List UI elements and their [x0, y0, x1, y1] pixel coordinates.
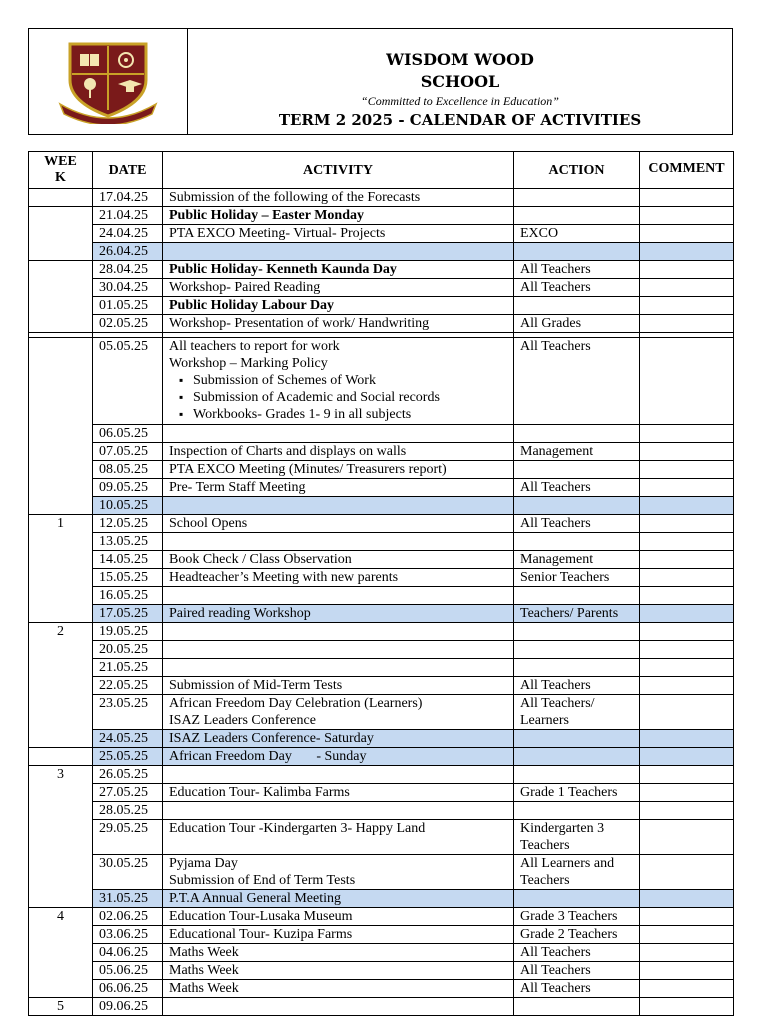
- activity-text: Inspection of Charts and displays on walls: [169, 444, 407, 459]
- activity-cell: [163, 766, 514, 784]
- activity-bullet: ▪ Submission of Academic and Social records: [179, 389, 507, 406]
- date-cell: 21.04.25: [93, 207, 163, 225]
- activity-text: Paired reading Workshop: [169, 606, 311, 621]
- comment-cell: [640, 890, 734, 908]
- table-row: [29, 279, 734, 297]
- table-row: [29, 443, 734, 461]
- activity-cell: [163, 908, 514, 926]
- comment-cell: [640, 980, 734, 998]
- table-row: [29, 677, 734, 695]
- action-cell: Senior Teachers: [514, 569, 640, 587]
- week-number: [29, 338, 93, 515]
- comment-cell: [640, 605, 734, 623]
- action-cell: All Teachers: [514, 677, 640, 695]
- activity-cell: [163, 515, 514, 533]
- activity-cell: [163, 623, 514, 641]
- activity-cell: [163, 962, 514, 980]
- comment-cell: [640, 659, 734, 677]
- comment-cell: [640, 279, 734, 297]
- date-cell: 16.05.25: [93, 587, 163, 605]
- activity-text: Public Holiday Labour Day: [169, 298, 335, 313]
- activity-text: Pyjama Day: [169, 856, 238, 871]
- activity-text: P.T.A Annual General Meeting: [169, 891, 341, 906]
- date-cell: 30.05.25: [93, 855, 163, 890]
- school-crest-icon: [56, 40, 160, 124]
- activity-text: Education Tour-Lusaka Museum: [169, 909, 353, 924]
- comment-cell: [640, 261, 734, 279]
- week-number: [29, 207, 93, 261]
- comment-cell: [640, 623, 734, 641]
- activity-text: Pre- Term Staff Meeting: [169, 480, 306, 495]
- title-cell: [188, 29, 732, 134]
- comment-cell: [640, 641, 734, 659]
- table-row: [29, 207, 734, 225]
- table-row: [29, 587, 734, 605]
- activity-text: African Freedom Day - Sunday: [169, 749, 367, 764]
- date-cell: 02.06.25: [93, 908, 163, 926]
- table-row: [29, 533, 734, 551]
- date-cell: 23.05.25: [93, 695, 163, 730]
- activity-text: Headteacher’s Meeting with new parents: [169, 570, 399, 585]
- date-cell: 17.04.25: [93, 189, 163, 207]
- week-number: 5: [29, 998, 93, 1016]
- activity-cell: [163, 461, 514, 479]
- date-cell: 26.05.25: [93, 766, 163, 784]
- date-cell: 20.05.25: [93, 641, 163, 659]
- comment-cell: [640, 748, 734, 766]
- activity-text-line2: ISAZ Leaders Conference: [169, 713, 316, 728]
- table-row: [29, 551, 734, 569]
- activity-cell: [163, 225, 514, 243]
- date-cell: 28.04.25: [93, 261, 163, 279]
- table-header-row: [29, 152, 734, 189]
- activity-header: ACTIVITY: [163, 152, 514, 189]
- table-row: [29, 730, 734, 748]
- date-cell: 26.04.25: [93, 243, 163, 261]
- action-cell: Grade 2 Teachers: [514, 926, 640, 944]
- table-row: [29, 890, 734, 908]
- activity-text: Public Holiday – Easter Monday: [169, 208, 364, 223]
- comment-cell: [640, 243, 734, 261]
- school-name-line1: WISDOM WOOD: [386, 50, 534, 69]
- action-cell: [514, 425, 640, 443]
- table-row: [29, 461, 734, 479]
- action-cell: All Teachers: [514, 279, 640, 297]
- activity-cell: [163, 479, 514, 497]
- action-cell: [514, 243, 640, 261]
- action-cell: [514, 587, 640, 605]
- activity-text: Submission of Mid-Term Tests: [169, 678, 343, 693]
- action-cell: [514, 802, 640, 820]
- date-cell: 25.05.25: [93, 748, 163, 766]
- comment-cell: [640, 338, 734, 425]
- activity-cell: [163, 730, 514, 748]
- action-cell: [514, 623, 640, 641]
- date-cell: 12.05.25: [93, 515, 163, 533]
- date-cell: 09.05.25: [93, 479, 163, 497]
- table-row: [29, 623, 734, 641]
- table-row: [29, 784, 734, 802]
- comment-cell: [640, 962, 734, 980]
- date-cell: 06.05.25: [93, 425, 163, 443]
- comment-cell: [640, 551, 734, 569]
- comment-cell: [640, 443, 734, 461]
- activity-cell: [163, 533, 514, 551]
- action-cell: All Teachers: [514, 515, 640, 533]
- table-row: [29, 515, 734, 533]
- activity-text-line2: Submission of End of Term Tests: [169, 873, 356, 888]
- comment-cell: [640, 695, 734, 730]
- comment-cell: [640, 533, 734, 551]
- date-cell: 05.05.25: [93, 338, 163, 425]
- date-cell: 02.05.25: [93, 315, 163, 333]
- comment-cell: [640, 569, 734, 587]
- activity-cell: [163, 261, 514, 279]
- comment-cell: [640, 944, 734, 962]
- action-cell: All Teachers/ Learners: [514, 695, 640, 730]
- table-row: [29, 605, 734, 623]
- comment-cell: [640, 189, 734, 207]
- action-cell: [514, 766, 640, 784]
- comment-cell: [640, 784, 734, 802]
- document-header: [28, 28, 733, 135]
- week-number: [29, 189, 93, 207]
- date-cell: 30.04.25: [93, 279, 163, 297]
- comment-cell: [640, 479, 734, 497]
- activity-text: Educational Tour- Kuzipa Farms: [169, 927, 353, 942]
- table-row: [29, 338, 734, 425]
- activity-cell: [163, 425, 514, 443]
- action-cell: All Teachers: [514, 479, 640, 497]
- comment-cell: [640, 855, 734, 890]
- action-cell: All Learners and Teachers: [514, 855, 640, 890]
- date-cell: 04.06.25: [93, 944, 163, 962]
- table-row: [29, 189, 734, 207]
- activity-cell: [163, 784, 514, 802]
- activity-cell: [163, 189, 514, 207]
- activity-cell: [163, 587, 514, 605]
- table-row: [29, 297, 734, 315]
- action-cell: All Grades: [514, 315, 640, 333]
- table-row: [29, 998, 734, 1016]
- action-cell: All Teachers: [514, 338, 640, 425]
- activity-bullet-list: [169, 372, 507, 423]
- date-cell: 27.05.25: [93, 784, 163, 802]
- activity-cell: [163, 998, 514, 1016]
- activity-text: Maths Week: [169, 981, 239, 996]
- activity-bullet: ▪ Workbooks- Grades 1- 9 in all subjects: [179, 406, 507, 423]
- week-number: 2: [29, 623, 93, 748]
- date-header: DATE: [93, 152, 163, 189]
- date-cell: 21.05.25: [93, 659, 163, 677]
- table-row: [29, 855, 734, 890]
- date-cell: 24.04.25: [93, 225, 163, 243]
- activity-cell: [163, 980, 514, 998]
- action-cell: [514, 890, 640, 908]
- activity-cell: [163, 443, 514, 461]
- action-cell: All Teachers: [514, 962, 640, 980]
- activity-cell: [163, 569, 514, 587]
- activity-text: Workshop- Paired Reading: [169, 280, 321, 295]
- activity-cell: [163, 926, 514, 944]
- activity-cell: [163, 748, 514, 766]
- activity-cell: [163, 315, 514, 333]
- activity-cell: [163, 677, 514, 695]
- action-cell: All Teachers: [514, 261, 640, 279]
- activity-text: Workshop- Presentation of work/ Handwriting: [169, 316, 430, 331]
- activity-text: Maths Week: [169, 945, 239, 960]
- table-row: [29, 479, 734, 497]
- action-cell: [514, 533, 640, 551]
- activity-cell: [163, 279, 514, 297]
- date-cell: 31.05.25: [93, 890, 163, 908]
- table-row: [29, 225, 734, 243]
- activity-text: African Freedom Day Celebration (Learners): [169, 696, 423, 711]
- activity-text: ISAZ Leaders Conference- Saturday: [169, 731, 374, 746]
- action-cell: Management: [514, 443, 640, 461]
- action-cell: Grade 1 Teachers: [514, 784, 640, 802]
- date-cell: 09.06.25: [93, 998, 163, 1016]
- comment-cell: [640, 225, 734, 243]
- table-row: [29, 944, 734, 962]
- action-cell: EXCO: [514, 225, 640, 243]
- week-number: 1: [29, 515, 93, 623]
- activity-cell: [163, 659, 514, 677]
- action-cell: [514, 207, 640, 225]
- action-cell: Kindergarten 3 Teachers: [514, 820, 640, 855]
- table-row: [29, 980, 734, 998]
- activity-text: Submission of the following of the Forecasts: [169, 190, 421, 205]
- activity-text: Education Tour -Kindergarten 3- Happy Land: [169, 821, 426, 836]
- activity-cell: [163, 890, 514, 908]
- week-number: 4: [29, 908, 93, 998]
- logo-cell: [29, 29, 188, 134]
- activity-text: Book Check / Class Observation: [169, 552, 352, 567]
- comment-cell: [640, 461, 734, 479]
- action-cell: [514, 748, 640, 766]
- action-cell: Management: [514, 551, 640, 569]
- date-cell: 03.06.25: [93, 926, 163, 944]
- activity-cell: [163, 243, 514, 261]
- action-cell: [514, 659, 640, 677]
- action-cell: [514, 297, 640, 315]
- comment-cell: [640, 998, 734, 1016]
- table-row: [29, 802, 734, 820]
- table-row: [29, 261, 734, 279]
- date-cell: 15.05.25: [93, 569, 163, 587]
- date-cell: 08.05.25: [93, 461, 163, 479]
- action-cell: [514, 189, 640, 207]
- comment-cell: [640, 766, 734, 784]
- activity-text: PTA EXCO Meeting- Virtual- Projects: [169, 226, 386, 241]
- date-cell: 13.05.25: [93, 533, 163, 551]
- activity-cell: [163, 695, 514, 730]
- action-cell: Grade 3 Teachers: [514, 908, 640, 926]
- table-row: [29, 820, 734, 855]
- table-row: [29, 497, 734, 515]
- date-cell: 28.05.25: [93, 802, 163, 820]
- date-cell: 19.05.25: [93, 623, 163, 641]
- activity-cell: [163, 497, 514, 515]
- calendar-table: [28, 151, 734, 1016]
- table-row: [29, 659, 734, 677]
- activity-cell: [163, 297, 514, 315]
- action-cell: All Teachers: [514, 980, 640, 998]
- activity-cell: [163, 641, 514, 659]
- action-cell: [514, 730, 640, 748]
- table-row: [29, 766, 734, 784]
- activity-cell: [163, 551, 514, 569]
- date-cell: 07.05.25: [93, 443, 163, 461]
- week-number: [29, 748, 93, 766]
- activity-text: Education Tour- Kalimba Farms: [169, 785, 350, 800]
- action-cell: [514, 497, 640, 515]
- action-header: ACTION: [514, 152, 640, 189]
- comment-cell: [640, 908, 734, 926]
- action-cell: [514, 998, 640, 1016]
- table-row: [29, 569, 734, 587]
- comment-cell: [640, 207, 734, 225]
- date-cell: 22.05.25: [93, 677, 163, 695]
- table-row: [29, 315, 734, 333]
- comment-cell: [640, 730, 734, 748]
- comment-cell: [640, 297, 734, 315]
- week-number: 3: [29, 766, 93, 908]
- activity-text: Public Holiday- Kenneth Kaunda Day: [169, 262, 397, 277]
- table-row: [29, 243, 734, 261]
- action-cell: Teachers/ Parents: [514, 605, 640, 623]
- comment-cell: [640, 677, 734, 695]
- activity-text: Maths Week: [169, 963, 239, 978]
- table-row: [29, 908, 734, 926]
- date-cell: 17.05.25: [93, 605, 163, 623]
- activity-text-line2: Workshop – Marking Policy: [169, 356, 328, 371]
- comment-cell: [640, 515, 734, 533]
- activity-cell: [163, 820, 514, 855]
- date-cell: 06.06.25: [93, 980, 163, 998]
- comment-cell: [640, 497, 734, 515]
- action-cell: [514, 461, 640, 479]
- table-row: [29, 425, 734, 443]
- activity-cell: [163, 802, 514, 820]
- week-header: WEE K: [29, 152, 93, 189]
- activity-bullet: ▪ Submission of Schemes of Work: [179, 372, 507, 389]
- comment-cell: [640, 926, 734, 944]
- activity-cell: [163, 338, 514, 425]
- action-cell: [514, 641, 640, 659]
- week-number: [29, 261, 93, 333]
- table-row: [29, 695, 734, 730]
- comment-cell: [640, 315, 734, 333]
- table-row: [29, 641, 734, 659]
- date-cell: 29.05.25: [93, 820, 163, 855]
- calendar-body: [29, 189, 734, 1016]
- activity-cell: [163, 605, 514, 623]
- activity-cell: [163, 944, 514, 962]
- table-row: [29, 748, 734, 766]
- comment-cell: [640, 820, 734, 855]
- table-row: [29, 962, 734, 980]
- school-motto: “Committed to Excellence in Education”: [361, 94, 559, 108]
- activity-text: All teachers to report for work: [169, 339, 340, 354]
- calendar-title: TERM 2 2025 - CALENDAR OF ACTIVITIES: [278, 111, 642, 129]
- activity-text: PTA EXCO Meeting (Minutes/ Treasurers report): [169, 462, 447, 477]
- action-cell: All Teachers: [514, 944, 640, 962]
- date-cell: 10.05.25: [93, 497, 163, 515]
- comment-cell: [640, 587, 734, 605]
- comment-cell: [640, 802, 734, 820]
- activity-cell: [163, 207, 514, 225]
- school-name-line2: SCHOOL: [420, 72, 500, 91]
- date-cell: 01.05.25: [93, 297, 163, 315]
- date-cell: 05.06.25: [93, 962, 163, 980]
- comment-cell: [640, 425, 734, 443]
- date-cell: 14.05.25: [93, 551, 163, 569]
- date-cell: 24.05.25: [93, 730, 163, 748]
- activity-cell: [163, 855, 514, 890]
- comment-header: COMMENT: [640, 152, 734, 189]
- activity-text: School Opens: [169, 516, 248, 531]
- table-row: [29, 926, 734, 944]
